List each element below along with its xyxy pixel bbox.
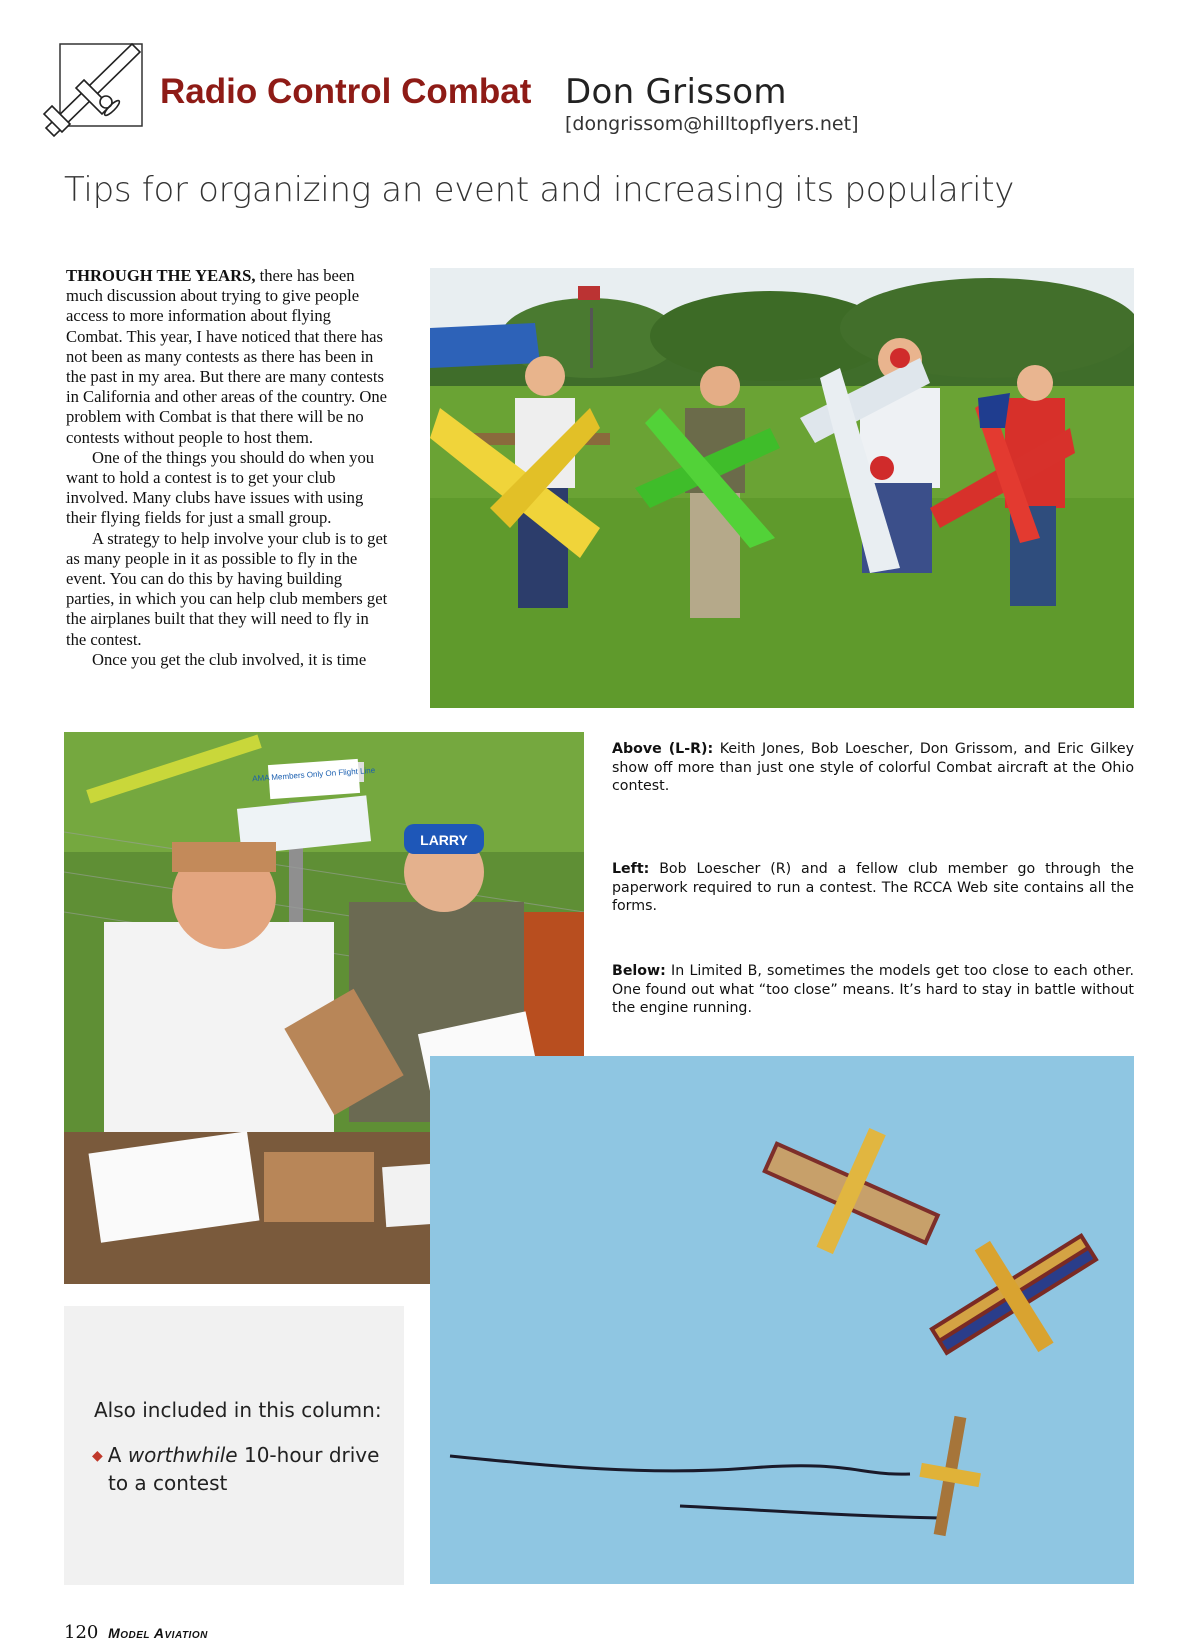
body-paragraph: Once you get the club involved, it is time <box>92 649 367 669</box>
page-footer <box>64 1622 208 1643</box>
also-included-item[interactable] <box>92 1442 392 1497</box>
body-paragraph <box>66 266 390 448</box>
item-text-em: worthwhile <box>127 1443 238 1467</box>
caption-above <box>612 740 1134 796</box>
body-paragraph-text: there has been much discussion about trying to give people access to more information about flying Combat. This year, I have noticed that there has not been as many contests as there has been in the past in my area. But there are many contests in California and other areas of the country. One problem with Combat is that there will be no contests without people to host them. <box>66 266 388 447</box>
caption-text: Bob Loescher (R) and a fellow club member go through the paperwork required to run a contest. The RCCA Web site contains all the forms. <box>612 861 1134 914</box>
caption-label: Left: <box>612 861 650 877</box>
author-name: Don Grissom <box>565 72 787 112</box>
article-subtitle: Tips for organizing an event and increasing its popularity <box>64 170 1015 210</box>
page-number: 120 <box>64 1622 99 1643</box>
magazine-name: Model Aviation <box>108 1625 208 1641</box>
cap-text: LARRY <box>420 832 468 848</box>
item-text-line2: to a contest <box>108 1471 228 1495</box>
caption-left <box>612 860 1134 916</box>
item-text-pre: A <box>107 1443 128 1467</box>
column-title: Radio Control Combat <box>160 72 532 111</box>
diamond-bullet-icon: ◆ <box>92 1448 103 1464</box>
sky-photo <box>430 1056 1134 1584</box>
lead-in: THROUGH THE YEARS, <box>66 266 256 285</box>
caption-text: In Limited B, sometimes the models get too close to each other. One found out what “too close” means. It’s hard to stay in battle without the engine running. <box>612 963 1134 1016</box>
caption-label: Above (L-R): <box>612 741 714 757</box>
also-included-title: Also included in this column: <box>94 1398 382 1422</box>
column-logo <box>40 36 150 146</box>
caption-text: Keith Jones, Bob Loescher, Don Grissom, and Eric Gilkey show off more than just one style of colorful Combat aircraft at the Ohio contest. <box>612 741 1134 794</box>
group-photo <box>430 268 1134 708</box>
author-email[interactable]: [dongrissom@hilltopflyers.net] <box>565 113 859 135</box>
article-body <box>66 266 390 670</box>
item-text-post: 10-hour drive <box>237 1443 380 1467</box>
body-paragraph: One of the things you should do when you want to hold a contest is to get your club involved. Many clubs have issues with using their flying fields for just a small group. <box>66 447 375 528</box>
also-included-box <box>64 1306 404 1585</box>
caption-label: Below: <box>612 963 666 979</box>
body-paragraph: A strategy to help involve your club is to get as many people in it as possible to fly in the event. You can do this by having building parties, in which you can help club members get the airplanes built that they will need to fly in the contest. <box>66 528 388 649</box>
fence-sign-text: AMA Members Only On Flight Line <box>251 765 376 784</box>
caption-below <box>612 962 1134 1018</box>
